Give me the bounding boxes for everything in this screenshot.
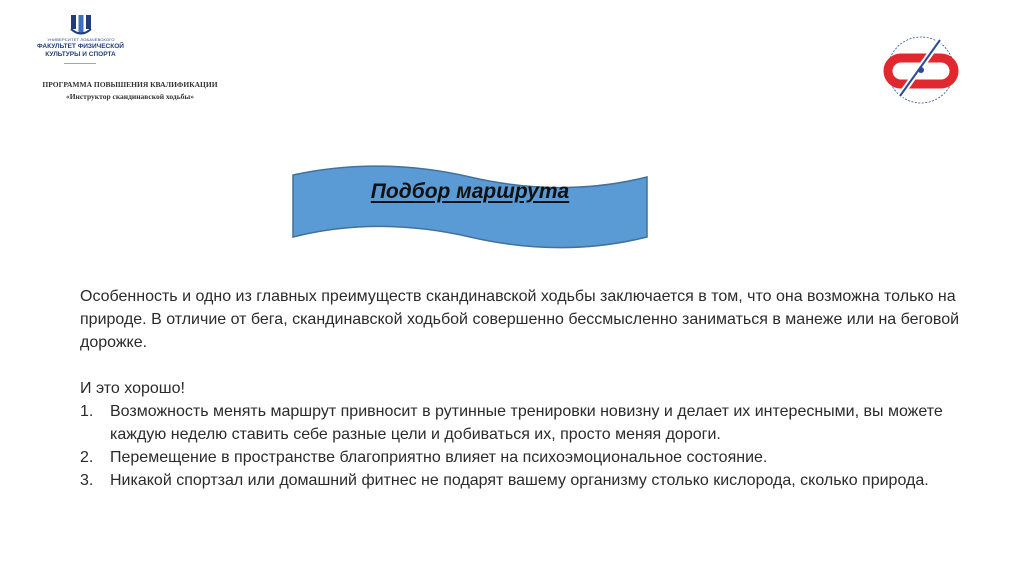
list-item-number: 2. bbox=[80, 449, 94, 466]
list-item bbox=[80, 446, 980, 469]
university-logo-icon bbox=[69, 12, 93, 36]
list-item-text: Возможность менять маршрут привносит в рутинные тренировки новизну и делает их интересными, вы можете каждую неделю ставить себе разные цели и добиваться их, просто меняя дороги. bbox=[110, 403, 943, 443]
faculty-name: ФАКУЛЬТЕТ ФИЗИЧЕСКОЙ КУЛЬТУРЫ И СПОРТА bbox=[37, 43, 124, 58]
banner-title: Подбор маршрута bbox=[370, 180, 570, 203]
sport-emblem-icon bbox=[882, 30, 960, 108]
program-title: ПРОГРАММА ПОВЫШЕНИЯ КВАЛИФИКАЦИИ bbox=[42, 80, 218, 89]
list-item-text: Перемещение в пространстве благоприятно влияет на психоэмоциональное состояние. bbox=[110, 449, 768, 466]
list-item-number: 3. bbox=[80, 472, 94, 489]
intro-paragraph: Особенность и одно из главных преимуществ скандинавской ходьбы заключается в том, что она возможна только на природе. В отличие от бега, скандинавской ходьбой совершенно бессмысленно заниматься в манеже или на беговой дорожке. bbox=[80, 288, 960, 351]
faculty-divider bbox=[64, 63, 96, 64]
content-body bbox=[80, 285, 980, 492]
lead-line: И это хорошо! bbox=[80, 380, 185, 397]
list-item bbox=[80, 469, 980, 492]
program-subtitle: «Инструктор скандинавской ходьбы» bbox=[65, 92, 195, 101]
list-item-number: 1. bbox=[80, 403, 94, 420]
spacer bbox=[80, 354, 980, 377]
title-banner bbox=[289, 165, 651, 249]
list-item bbox=[80, 400, 980, 446]
list-item-text: Никакой спортзал или домашний фитнес не подарят вашему организму столько кислорода, сколько природа. bbox=[110, 472, 929, 489]
university-name: УНИВЕРСИТЕТ ЛОБАЧЕВСКОГО bbox=[47, 37, 115, 42]
